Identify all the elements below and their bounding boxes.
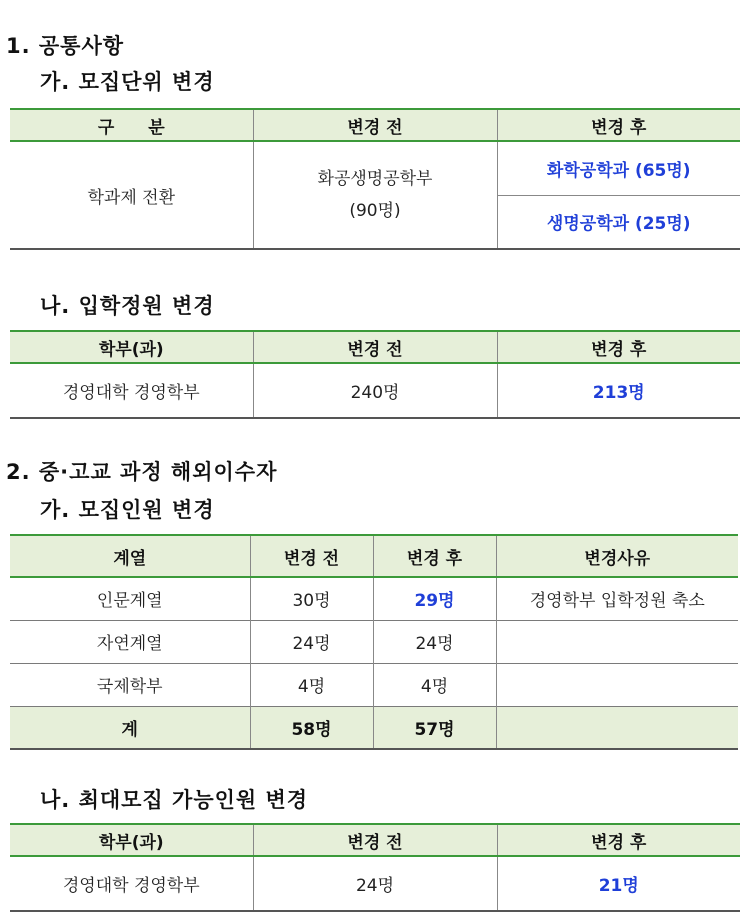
before-count: (90명) bbox=[349, 201, 401, 221]
before-cell: 240명 bbox=[253, 363, 497, 418]
table-row bbox=[10, 620, 738, 663]
header-dept: 학부(과) bbox=[10, 824, 253, 856]
section1-sub-a-title: 가. 모집단위 변경 bbox=[40, 70, 215, 94]
before-cell: 24명 bbox=[250, 620, 373, 663]
section1-sub-b-title: 나. 입학정원 변경 bbox=[40, 294, 215, 318]
section2-sub-b-title: 나. 최대모집 가능인원 변경 bbox=[40, 788, 309, 812]
header-before: 변경 전 bbox=[250, 535, 373, 577]
total-label: 계 bbox=[10, 706, 250, 749]
after-cell: 21명 bbox=[497, 856, 740, 911]
total-before: 58명 bbox=[250, 706, 373, 749]
total-reason bbox=[496, 706, 738, 749]
after-cell-2: 생명공학과 (25명) bbox=[497, 195, 740, 249]
reason-cell bbox=[496, 663, 738, 706]
dept-cell: 경영대학 경영학부 bbox=[62, 876, 200, 896]
after-cell: 29명 bbox=[373, 577, 496, 620]
table-row bbox=[10, 577, 738, 620]
table-row bbox=[10, 663, 738, 706]
before-cell: 30명 bbox=[250, 577, 373, 620]
header-before: 변경 전 bbox=[253, 824, 497, 856]
dept-cell: 경영대학 경영학부 bbox=[62, 383, 200, 403]
header-after: 변경 후 bbox=[373, 535, 496, 577]
header-after: 변경 후 bbox=[497, 331, 740, 363]
section2-title: 2. 중·고교 과정 해외이수자 bbox=[6, 460, 278, 484]
before-name: 화공생명공학부 bbox=[317, 169, 433, 189]
reason-cell bbox=[496, 620, 738, 663]
header-after: 변경 후 bbox=[497, 824, 740, 856]
admission-unit-change-table bbox=[10, 108, 740, 250]
after-cell: 213명 bbox=[497, 363, 740, 418]
enrollment-quota-table bbox=[10, 330, 740, 419]
reason-cell: 경영학부 입학정원 축소 bbox=[496, 577, 738, 620]
header-after: 변경 후 bbox=[497, 109, 740, 141]
before-cell: 4명 bbox=[250, 663, 373, 706]
recruitment-count-table bbox=[10, 534, 738, 750]
header-before: 변경 전 bbox=[253, 331, 497, 363]
max-recruitment-table bbox=[10, 823, 740, 912]
header-track: 계열 bbox=[10, 535, 250, 577]
category-cell: 학과제 전환 bbox=[87, 187, 175, 208]
before-cell bbox=[253, 141, 497, 249]
header-reason: 변경사유 bbox=[496, 535, 738, 577]
track-cell: 인문계열 bbox=[96, 591, 163, 612]
header-category: 구 분 bbox=[10, 109, 253, 141]
section1-title: 1. 공통사항 bbox=[6, 34, 125, 58]
after-cell: 4명 bbox=[373, 663, 496, 706]
total-after: 57명 bbox=[373, 706, 496, 749]
section2-sub-a-title: 가. 모집인원 변경 bbox=[40, 498, 215, 522]
header-before: 변경 전 bbox=[253, 109, 497, 141]
track-cell: 국제학부 bbox=[96, 677, 163, 697]
after-cell-1: 화학공학과 (65명) bbox=[497, 141, 740, 195]
before-cell: 24명 bbox=[253, 856, 497, 911]
header-dept: 학부(과) bbox=[10, 331, 253, 363]
after-cell: 24명 bbox=[373, 620, 496, 663]
total-row bbox=[10, 706, 738, 749]
track-cell: 자연계열 bbox=[96, 634, 163, 654]
